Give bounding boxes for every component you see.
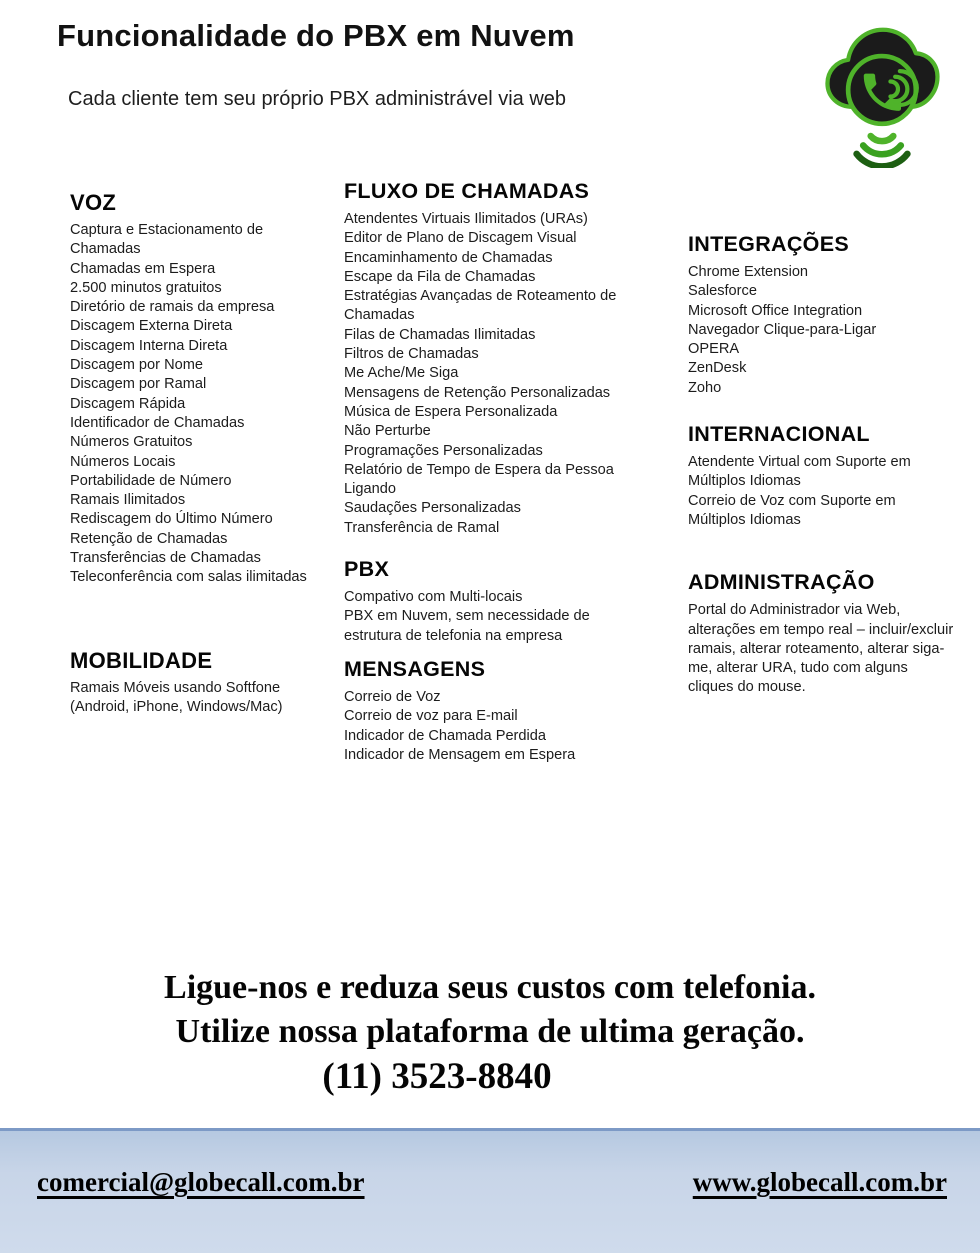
integracoes-feature-list: [688, 263, 954, 398]
list-item: Microsoft Office Integration: [688, 302, 863, 319]
list-item: Discagem Interna Direta: [70, 337, 228, 354]
list-item: Discagem Rápida: [70, 395, 186, 412]
list-item: Discagem por Nome: [70, 357, 204, 374]
list-item: Números Gratuitos: [70, 434, 193, 451]
section-pbx: [344, 557, 646, 646]
section-heading-integracoes: INTEGRAÇÕES: [688, 232, 849, 256]
column-fluxo-pbx-mensagens: [344, 179, 646, 765]
list-item: Correio de Voz: [344, 688, 441, 705]
section-voz: [70, 190, 320, 588]
section-heading-internacional: INTERNACIONAL: [688, 422, 870, 447]
list-item: PBX em Nuvem, sem necessidade de estrutura de telefonia na empresa: [344, 608, 590, 644]
list-item: Me Ache/Me Siga: [344, 365, 459, 382]
pbx-feature-list: [344, 588, 646, 646]
list-item: ZenDesk: [688, 360, 747, 377]
list-item: Correio de voz para E-mail: [344, 708, 518, 725]
list-item: Saudações Personalizadas: [344, 500, 521, 517]
list-item: OPERA: [688, 341, 740, 358]
section-mensagens: [344, 657, 646, 765]
section-heading-voz: VOZ: [70, 190, 117, 215]
list-item: Compativo com Multi-locais: [344, 589, 523, 606]
list-item: Números Locais: [70, 453, 176, 470]
section-heading-mobilidade: MOBILIDADE: [70, 647, 213, 673]
list-item: Transferências de Chamadas: [70, 550, 261, 567]
list-item: 2.500 minutos gratuitos: [70, 279, 222, 296]
footer-band: [0, 1128, 980, 1253]
cta-line-1: Ligue-nos e reduza seus custos com telefonia.: [164, 969, 816, 1006]
section-mobilidade: [70, 648, 320, 718]
list-item: Filas de Chamadas Ilimitadas: [344, 326, 536, 343]
mobilidade-feature-list: [70, 679, 320, 718]
internacional-feature-list: [688, 453, 954, 530]
list-item: Zoho: [688, 379, 722, 396]
list-item: Ramais Ilimitados: [70, 492, 186, 509]
list-item: Filtros de Chamadas: [344, 346, 479, 363]
section-integracoes: [688, 232, 954, 398]
list-item: Ramais Móveis usando Softfone: [70, 679, 281, 696]
website-link[interactable]: www.globecall.com.br: [692, 1167, 947, 1197]
email-link[interactable]: comercial@globecall.com.br: [37, 1167, 365, 1197]
broadcast-arcs-icon: [857, 136, 908, 166]
list-item: Chrome Extension: [688, 264, 809, 280]
section-heading-administracao: ADMINISTRAÇÃO: [688, 570, 875, 595]
list-item: Rediscagem do Último Número: [70, 511, 273, 528]
list-item: Mensagens de Retenção Personalizadas: [344, 384, 611, 401]
list-item: Portabilidade de Número: [70, 472, 232, 489]
list-item: Atendentes Virtuais Ilimitados (URAs): [344, 211, 588, 227]
mensagens-feature-list: [344, 688, 646, 765]
list-item: Atendente Virtual com Suporte em Múltiplos Idiomas: [688, 454, 911, 490]
administracao-body-text: Portal do Administrador via Web, alterações em tempo real – incluir/excluir ramais, alterar roteamento, alterar siga-me, alterar URA, tudo com alguns cliques do mouse.: [688, 602, 954, 696]
list-item: Navegador Clique-para-Ligar: [688, 321, 877, 338]
section-heading-pbx: PBX: [344, 557, 390, 582]
cloud-phone-logo-icon: [816, 10, 948, 170]
list-item: Editor de Plano de Discagem Visual: [344, 230, 577, 247]
list-item: Não Perturbe: [344, 423, 431, 440]
list-item: Encaminhamento de Chamadas: [344, 249, 553, 266]
list-item: Transferência de Ramal: [344, 519, 500, 536]
list-item: Salesforce: [688, 283, 757, 300]
list-item: Retenção de Chamadas: [70, 530, 228, 547]
list-item: Discagem Externa Direta: [70, 318, 233, 335]
page-title: Funcionalidade do PBX em Nuvem: [57, 18, 575, 53]
list-item: Escape da Fila de Chamadas: [344, 268, 536, 285]
list-item: Discagem por Ramal: [70, 376, 207, 393]
cta-line-2: Utilize nossa plataforma de ultima geração.: [175, 1013, 805, 1050]
section-fluxo-de-chamadas: [344, 179, 646, 538]
column-integracoes-internacional-administracao: [688, 232, 954, 698]
list-item: Indicador de Mensagem em Espera: [344, 746, 576, 763]
section-heading-mensagens: MENSAGENS: [344, 656, 486, 681]
list-item: Música de Espera Personalizada: [344, 403, 558, 420]
list-item: Correio de Voz com Suporte em Múltiplos Idiomas: [688, 492, 896, 528]
phone-number: (11) 3523-8840: [322, 1056, 552, 1097]
list-item: Identificador de Chamadas: [70, 414, 245, 431]
list-item: Chamadas em Espera: [70, 260, 216, 277]
list-item: Indicador de Chamada Perdida: [344, 727, 547, 744]
call-to-action: [0, 966, 980, 1100]
section-internacional: [688, 422, 954, 530]
section-heading-fluxo: FLUXO DE CHAMADAS: [344, 179, 590, 203]
list-item: Captura e Estacionamento de Chamadas: [70, 222, 264, 258]
list-item: Relatório de Tempo de Espera da Pessoa Ligando: [344, 461, 614, 498]
page-subtitle: Cada cliente tem seu próprio PBX administrável via web: [68, 88, 567, 110]
list-item: Estratégias Avançadas de Roteamento de Chamadas: [344, 288, 617, 324]
fluxo-feature-list: [344, 210, 646, 538]
list-item: Diretório de ramais da empresa: [70, 299, 275, 316]
section-administracao: [688, 570, 954, 697]
list-item: Teleconferência com salas ilimitadas: [70, 569, 307, 586]
cloud-phone-logo-svg: [816, 10, 948, 168]
voz-feature-list: [70, 221, 320, 588]
column-voz-mobilidade: [70, 190, 320, 717]
list-item: Programações Personalizadas: [344, 442, 543, 459]
list-item: (Android, iPhone, Windows/Mac): [70, 698, 283, 715]
